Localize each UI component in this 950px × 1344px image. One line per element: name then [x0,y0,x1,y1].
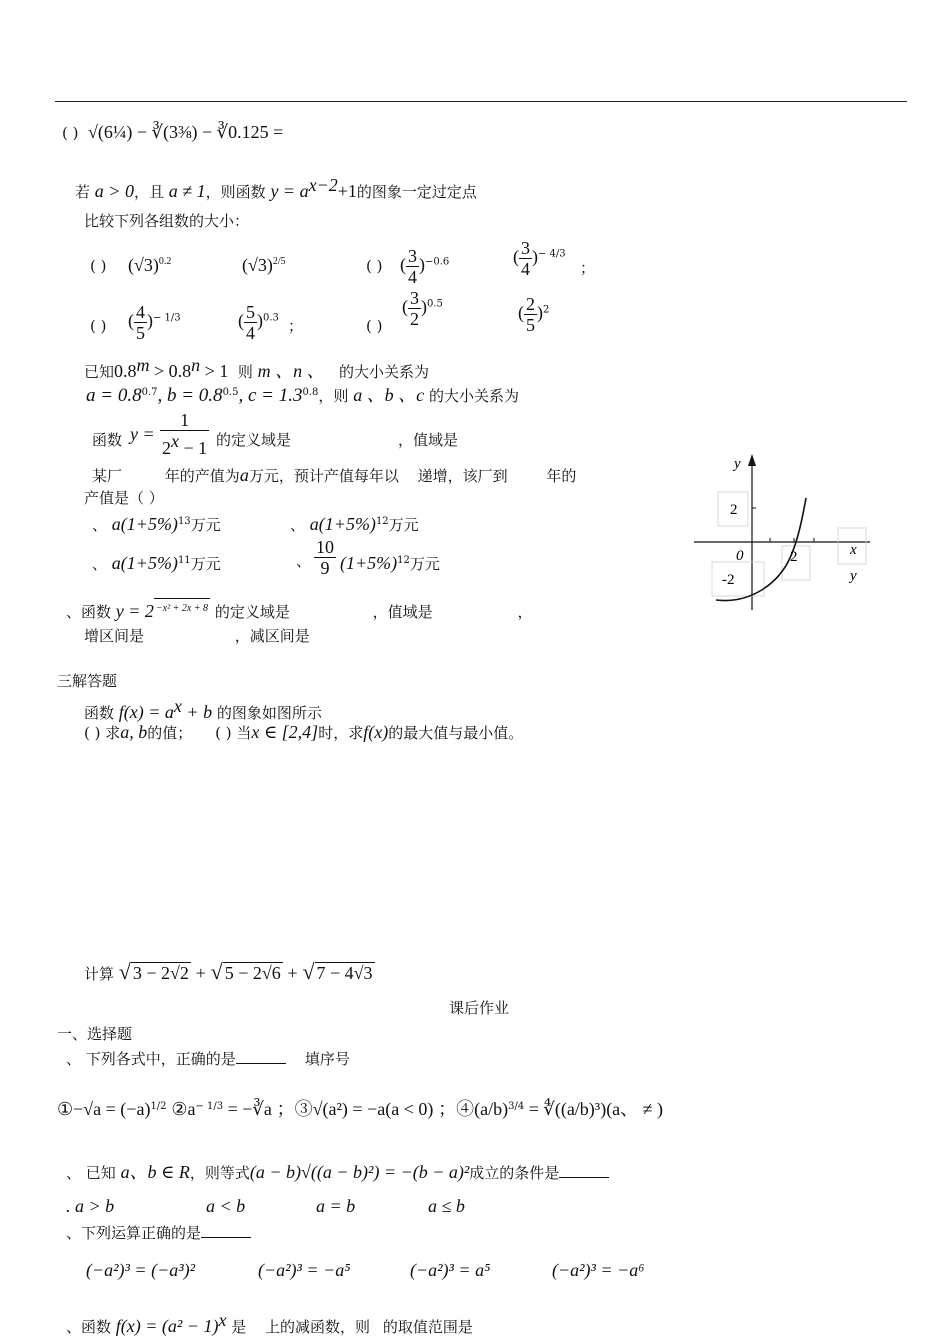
option-a: . a > b [66,1196,115,1216]
question-7-line-2: 产值是（ ） [84,489,164,507]
text: 成立的条件是 [469,1164,560,1182]
text: 函数 [84,704,115,722]
question-7-option-b [290,512,419,535]
x-axis-label: x [850,542,857,558]
item-1: ①−√a = (−a) [57,1099,151,1119]
text: ，且 [133,183,164,201]
question-7-option-c [92,551,221,574]
answer-paren: ( ) [366,257,383,275]
math: y = [130,424,155,444]
math: ( $\frac{3}{4}$ )$^{-0.6}$ [400,246,450,287]
text: 增区间是 [84,627,145,645]
math: ( $\frac{2}{5}$ )$^2$ [518,294,550,335]
text: ， [517,603,533,621]
text: 当 [236,724,252,742]
fraction: $\frac{1}{2^x - 1}$ [162,410,208,458]
math: $(√3)^{2/5}$ [242,255,286,275]
option-c: a = b [316,1196,356,1216]
exponent: x−2 [308,175,338,195]
text: ，则等式 [189,1164,250,1182]
text: 年的 [546,467,577,485]
text: 、 [296,552,312,570]
text: 的大小关系为 [338,363,429,381]
separator: ； [288,317,304,335]
text: ，则函数 [205,183,266,201]
text: 已知 [84,363,115,381]
text: 函数 [92,431,123,449]
text: 的值； [147,724,193,742]
math: (a − b)√((a − b)²) = −(b − a)² [249,1162,470,1182]
option-a: (−a²)³ = (−a³)² [86,1260,196,1280]
text: ，值域是 [398,431,459,449]
exponent: 0.8 [302,387,319,398]
text: 万元 [190,555,221,573]
label-box [712,562,764,596]
text: 某厂 [92,467,123,485]
text: 、 已知 [66,1164,116,1182]
math: a、b ∈ R [120,1162,190,1182]
math: + b [181,702,213,722]
radicand: 7 − 4√3 [316,963,373,983]
text: 若 [75,183,91,201]
homework-question-2 [66,1162,609,1183]
text: 填序号 [304,1050,350,1068]
section-1-title: 一、选择题 [57,1025,133,1043]
extra-y-label: y [850,568,857,584]
math: f(x) = (a² − 1) [115,1316,219,1336]
text: 万元 [190,516,221,534]
text: 的定义域是 [214,603,290,621]
text: 的定义域是 [216,431,292,449]
question-10: 计算 √ 3 − 2√2 + √ 5 − 2√6 + √ 7 − 4√3 [84,959,373,984]
math: > 1 [200,361,229,381]
fraction: $\frac{10}{9}$ [316,537,334,578]
radicand: −x² + 2x + 8 [154,598,210,619]
exponent: 13 [177,516,191,527]
question-9-line-1 [84,696,322,723]
question-7-options-ab [92,512,221,535]
text: 则 [237,363,253,381]
exponent: x [218,1310,227,1330]
text: ，减区间是 [234,627,310,645]
answer-paren: ( ) [90,257,107,275]
exponent: − 1/3 [195,1101,224,1112]
exponent: 3/4 [508,1101,525,1112]
homework-title: 课后作业 [449,999,510,1017]
question-7-line-1 [92,465,576,486]
text: 上的减函数，则 [265,1318,371,1336]
answer-blank [559,1163,609,1178]
math: f(x) [363,722,389,742]
exponent: 1/2 [150,1101,167,1112]
origin-label: 0 [736,548,744,564]
text: 、函数 [66,1318,112,1336]
option-b: (−a²)³ = −a⁵ [258,1260,351,1280]
math: a > 0 [94,181,134,201]
text: 时，求 [318,724,364,742]
text: 、函数 [66,603,112,621]
item-4: ；④(a/b) [438,1099,509,1119]
answer-blank [201,1223,251,1238]
y-axis-arrow [748,454,756,466]
text: 万元 [388,516,419,534]
exponent: x [173,696,182,716]
math: (1+5%) [340,553,398,573]
y-tick-label: 2 [730,502,738,518]
question-3-title: 比较下列各组数的大小： [84,212,250,230]
math: y = a [270,181,309,201]
math: $(√3)^{0.2}$ [128,255,172,275]
math: a(1+5%) [111,514,178,534]
text: 是 [231,1318,247,1336]
math: +1 [337,181,357,201]
radicand: 5 − 2√6 [224,963,281,983]
math: , b = 0.8 [157,385,223,406]
homework-question-1-items [57,1097,663,1120]
math: a ≠ 1 [168,181,206,201]
exponent: 0.7 [141,387,158,398]
answer-paren: ( ) [90,317,107,335]
item-4: = ∜((a/b)³)(a、 ≠ ) [524,1099,664,1119]
question-8-line-1 [66,598,532,622]
math: > 0.8 [149,361,192,381]
text: 递增，该厂到 [417,467,508,485]
text: 、 下列各式中，正确的是 [66,1050,236,1068]
exponent: 11 [177,555,191,566]
math: ( $\frac{4}{5}$ )$^{- 1/3}$ [128,302,181,343]
text: 、 [290,516,306,534]
exponent: 12 [375,516,389,527]
question-4 [84,355,429,382]
text: 计算 [84,965,115,983]
answer-paren: ( ) [84,724,101,742]
question-8-line-2 [84,626,310,646]
option-d: (−a²)³ = −a⁶ [552,1260,645,1280]
math: f(x) = a [118,702,174,722]
separator: ； [580,259,596,277]
math: a(1+5%) [111,553,178,573]
text: 的图象一定过定点 [356,183,477,201]
function-graph [690,450,880,620]
radicand: 3 − 2√2 [132,963,189,983]
math: m 、n 、 [257,361,325,381]
question-1 [62,122,283,143]
text: ，则 [318,387,349,405]
exponent: 0.5 [222,387,239,398]
math: a, b [120,722,148,742]
answer-blank [236,1049,286,1064]
section-3-title: 三解答题 [57,672,118,690]
math: , c = 1.3 [238,385,303,406]
math: a(1+5%) [309,514,376,534]
option-d: a ≤ b [428,1196,465,1216]
homework-question-1 [66,1049,350,1069]
text: 的最大值与最小值。 [388,724,524,742]
y-axis-label: y [734,456,741,472]
math: a 、b 、c [353,385,425,405]
item-2: = −∛a [223,1099,272,1119]
math: a = 0.8 [86,385,142,406]
math: ( $\frac{3}{4}$ )$^{- 4/3}$ [513,238,566,279]
question-5 [86,383,519,406]
math: y = 2 [115,601,154,621]
text: 的取值范围是 [382,1318,473,1336]
math: ( $\frac{3}{2}$ )$^{0.5}$ [402,288,443,329]
question-9-line-2 [84,722,523,743]
answer-paren: ( ) [62,124,79,142]
math: x ∈ [2,4] [251,722,319,742]
exponent: 12 [397,555,410,566]
question-2 [75,175,477,202]
answer-paren: ( ) [366,317,383,335]
text: 、下列运算正确的是 [66,1224,202,1242]
text: 的大小关系为 [428,387,519,405]
item-2: ②a [171,1099,196,1119]
answer-paren: ( ) [215,724,232,742]
text: 、 [92,516,108,534]
header-rule [55,101,907,102]
homework-question-4 [66,1310,473,1337]
item-3: ；③√(a²) = −a(a < 0) [276,1099,434,1119]
exponent: m [136,355,150,375]
text: 年的产值为 [164,467,240,485]
text: 万元，预计产值每年以 [248,467,399,485]
option-b: a < b [206,1196,246,1216]
text: 的图象如图所示 [216,704,322,722]
text: 求 [105,724,121,742]
homework-question-3 [66,1223,251,1243]
option-c: (−a²)³ = a⁵ [410,1260,491,1280]
math: a [239,465,249,485]
text: 万元 [409,555,440,573]
x-tick-label: 2 [790,549,798,565]
text: ，值域是 [372,603,433,621]
exponent: n [191,355,201,375]
y-tick-label-negative: -2 [722,572,735,588]
math: 0.8 [114,361,137,381]
radical-expression: √(6¼) − ∛(3⅜) − ∛0.125 = [88,122,284,142]
text: 、 [92,555,108,573]
math: ( $\frac{5}{4}$ )$^{0.3}$ [238,302,279,343]
